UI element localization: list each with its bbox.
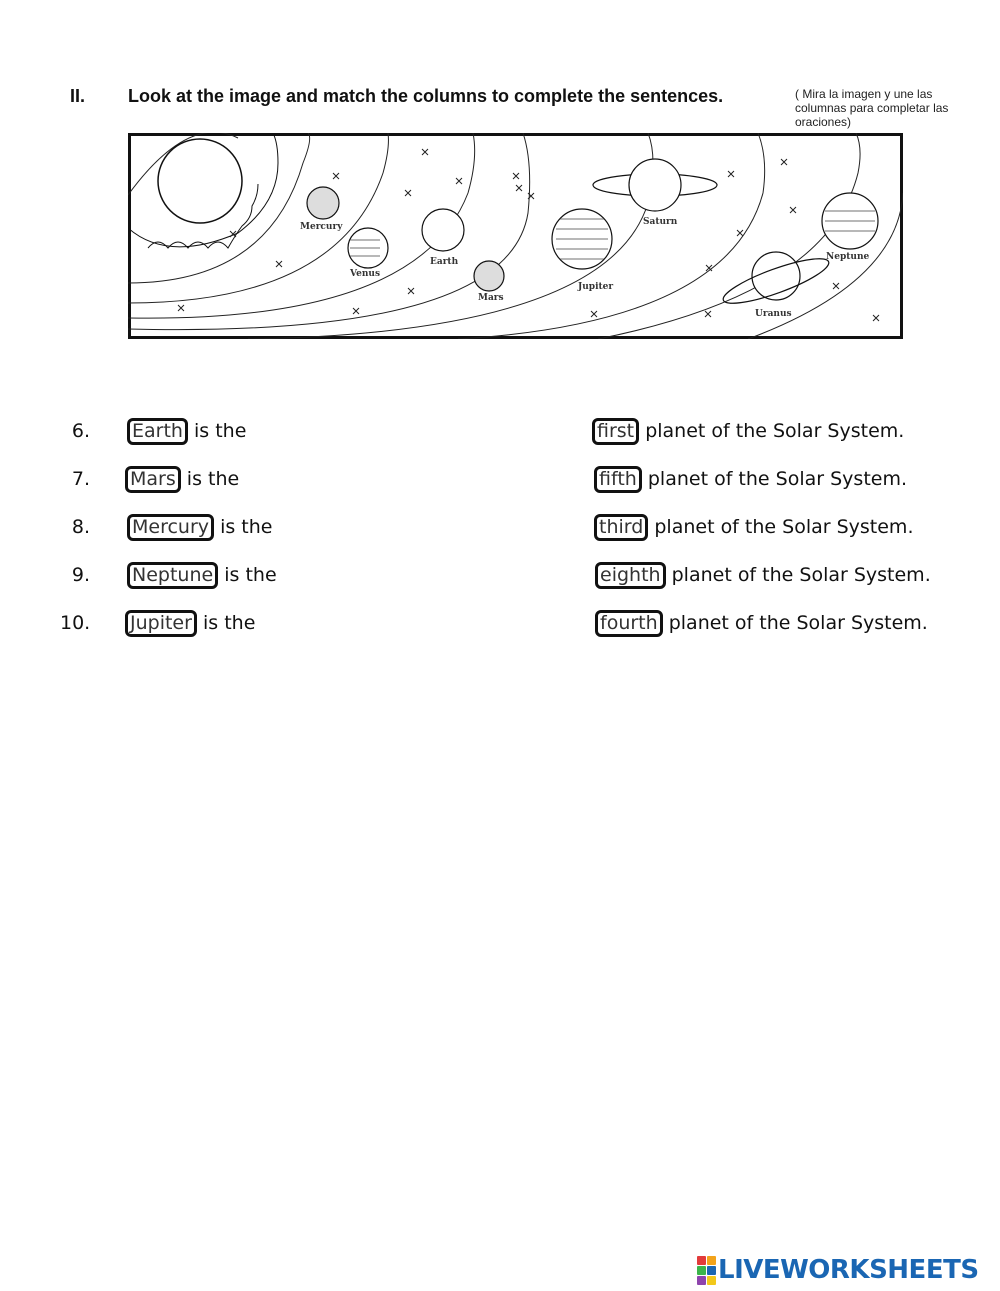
answer-box-subject[interactable]: Neptune	[127, 562, 218, 589]
section-number: II.	[70, 86, 86, 106]
right-sentence-text: planet of the Solar System.	[645, 420, 905, 442]
answer-box-subject[interactable]: Mars	[125, 466, 181, 493]
logo-text: LIVEWORKSHEETS	[718, 1255, 979, 1285]
answer-box-ordinal[interactable]: eighth	[595, 562, 666, 589]
answer-box-ordinal[interactable]: fifth	[594, 466, 642, 493]
planet-label-neptune: Neptune	[826, 252, 870, 262]
planet-label-jupiter: Jupiter	[578, 282, 614, 292]
logo-blocks-icon	[697, 1256, 716, 1285]
left-sentence-text: is the	[224, 564, 277, 586]
right-sentence-text: planet of the Solar System.	[647, 468, 908, 490]
left-sentence-text: is the	[202, 612, 256, 634]
earth-icon	[422, 209, 464, 251]
planet-label-uranus: Uranus	[755, 309, 792, 319]
planet-label-venus: Venus	[350, 269, 381, 279]
question-number: 9.	[71, 564, 90, 586]
question-number: 10.	[60, 612, 91, 634]
solar-system-image	[128, 133, 903, 339]
question-number: 7.	[71, 468, 90, 490]
question-number: 8.	[71, 516, 90, 538]
left-sentence-text: is the	[194, 420, 247, 442]
answer-box-ordinal[interactable]: first	[592, 418, 639, 445]
mercury-icon	[307, 187, 339, 219]
mars-icon	[474, 261, 504, 291]
right-sentence-text: planet of the Solar System.	[654, 516, 914, 538]
instruction-text: Look at the image and match the columns to complete the sentences.	[128, 86, 724, 106]
planet-label-mercury: Mercury	[300, 222, 343, 232]
answer-box-subject[interactable]: Earth	[127, 418, 188, 445]
answer-box-subject[interactable]: Mercury	[127, 514, 214, 541]
left-sentence-text: is the	[186, 468, 240, 490]
right-sentence-text: planet of the Solar System.	[671, 564, 931, 586]
right-sentence-text: planet of the Solar System.	[668, 612, 928, 634]
answer-box-ordinal[interactable]: fourth	[595, 610, 663, 637]
left-sentence-text: is the	[220, 516, 273, 538]
question-number: 6.	[71, 420, 90, 442]
answer-box-ordinal[interactable]: third	[594, 514, 648, 541]
planet-label-mars: Mars	[478, 293, 504, 303]
liveworksheets-logo	[697, 1255, 979, 1285]
answer-box-subject[interactable]: Jupiter	[125, 610, 197, 637]
planet-label-saturn: Saturn	[643, 217, 678, 227]
planet-label-earth: Earth	[430, 257, 459, 267]
instruction-translation: ( Mira la imagen y une las columnas para completar las oraciones)	[795, 87, 949, 129]
